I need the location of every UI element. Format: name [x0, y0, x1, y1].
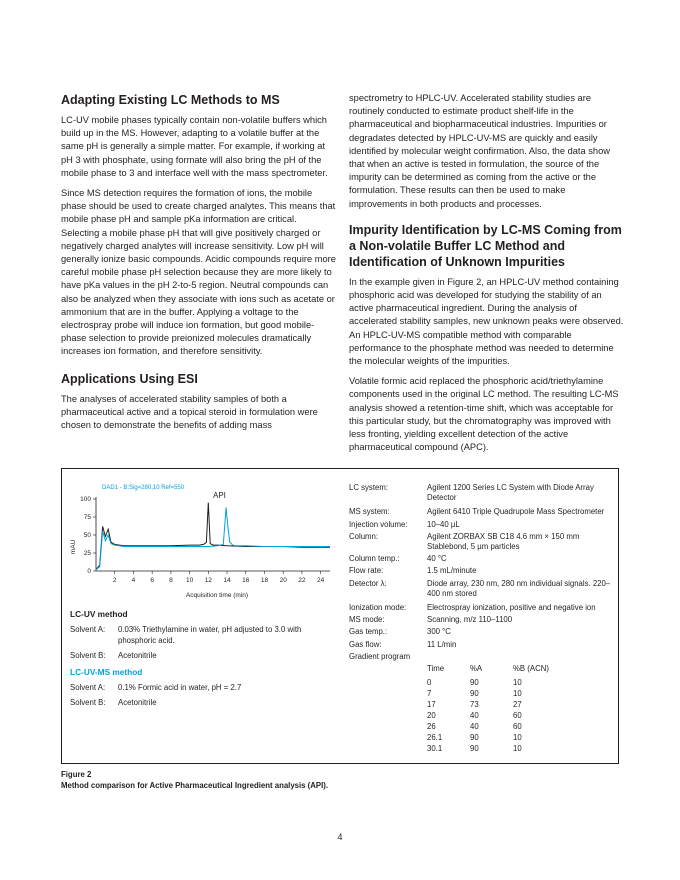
gradient-cell: 90 [470, 744, 479, 754]
x-tick-label: 10 [185, 577, 194, 584]
condition-row [349, 615, 614, 625]
value: Acetonitrile [118, 651, 157, 660]
gradient-cell: 40 [470, 722, 479, 732]
method-solvents [70, 609, 340, 714]
gradient-row [427, 689, 549, 700]
y-axis-label: mAU [70, 539, 77, 555]
label: Solvent A: [70, 682, 106, 692]
left-column [61, 92, 336, 439]
x-tick-label: 18 [260, 577, 269, 584]
y-tick-label: 100 [80, 496, 91, 503]
condition-row [349, 520, 614, 530]
x-tick-label: 20 [279, 577, 287, 584]
x-tick-label: 16 [242, 577, 250, 584]
condition-row [349, 603, 614, 613]
condition-value: Agilent ZORBAX SB C18 4.6 mm × 150 mm Stablebond, 5 µm particles [427, 531, 580, 552]
value: Acetonitrile [118, 698, 157, 707]
gradient-cell: 60 [513, 711, 522, 721]
gradient-row [427, 733, 549, 744]
condition-value: 11 L/min [427, 639, 457, 649]
condition-row [349, 640, 614, 650]
gradient-row [427, 678, 549, 689]
gradient-cell: 90 [470, 678, 479, 688]
gradient-cell: 17 [427, 700, 436, 710]
condition-label: MS system: [349, 507, 390, 517]
x-tick-label: 24 [317, 577, 325, 584]
gradient-cell: 10 [513, 678, 522, 688]
paragraph: The analyses of accelerated stability samples of both a pharmaceutical active and a topical steroid in formulation were chosen to demonstrate the benefits of adding mass [61, 393, 318, 431]
gradient-row [427, 722, 549, 733]
condition-value: 10–40 µL [427, 519, 460, 529]
label: Solvent B: [70, 698, 106, 707]
x-tick-label: 12 [204, 577, 212, 584]
condition-row [349, 554, 614, 564]
gradient-cell: 90 [470, 689, 479, 699]
right-column [349, 92, 624, 461]
gradient-cell: 26.1 [427, 733, 443, 743]
condition-row [349, 579, 614, 599]
gradient-row [427, 744, 549, 755]
paragraph: Since MS detection requires the formation of ions, the mobile phase should be used to create charged analytes. This means that mobile phase pH and sample pKa information are critical. Selecting a mobile phase pH that will give positively charged or negatively charged analytes will increase sensitivity. Low pH will generally ionize basic compounds. Acidic compounds require more careful mobile phase pH selection because they are more likely to have pKa values in the pH 2-to-5 region. Neutral compounds can also be analyzed when they associate with ions such as acetate or ammonium that are in the buffer. Applying a voltage to the electrospray probe will induce ion formation, but good mobile-phase selection to provide preionized molecules dramatically increases ion formation, and therefore sensitivity. [61, 188, 336, 357]
paragraph: In the example given in Figure 2, an HPLC-UV method containing phosphoric acid was developed for studying the stability of an active pharmaceutical ingredient. During the analysis of accelerated stability samples, new unknown peaks were observed. An HPLC-UV-MS compatible method with comparable performance to the phosphate method was needed to determine the molecular weights of the impurities. [349, 276, 624, 367]
gradient-cell: 0 [427, 678, 432, 688]
lc-uv-solvent-b [70, 651, 340, 662]
condition-value: 40 °C [427, 554, 447, 564]
y-tick-label: 50 [83, 532, 91, 539]
condition-row [349, 652, 614, 662]
caption-label: Figure 2 [61, 770, 92, 779]
condition-value: Diode array, 230 nm, 280 nm individual signals. 220–400 nm stored [427, 578, 611, 598]
y-tick-label: 75 [83, 514, 91, 521]
gradient-row [427, 700, 549, 711]
condition-label: Column: [349, 531, 379, 541]
heading-impurity: Impurity Identification by LC-MS Coming from a Non-volatile Buffer LC Method and Identification of Unknown Impurities [349, 222, 622, 269]
x-tick-label: 4 [131, 577, 136, 584]
condition-row [349, 532, 614, 552]
condition-label: Gas temp.: [349, 627, 388, 637]
page-number: 4 [337, 832, 343, 842]
chromatogram-chart [62, 469, 342, 605]
condition-value [427, 652, 614, 662]
gradient-cell: 30.1 [427, 744, 443, 754]
series-lc-uv-ms [96, 508, 330, 570]
condition-label: Injection volume: [349, 519, 408, 529]
gradient-cell: 73 [470, 700, 479, 710]
condition-value: 1.5 mL/minute [427, 566, 477, 576]
gradient-cell: 27 [513, 700, 522, 710]
lc-uv-ms-solvent-a [70, 683, 340, 694]
api-annotation: API [213, 491, 226, 500]
x-tick-label: 8 [169, 577, 173, 584]
gradient-cell: 10 [513, 689, 522, 699]
label: Solvent B: [70, 651, 106, 660]
gradient-cell: 40 [470, 711, 479, 721]
gradient-cell: 10 [513, 744, 522, 754]
gradient-header [427, 664, 549, 678]
condition-row [349, 483, 614, 503]
label: Solvent A: [70, 625, 106, 634]
condition-value: Electrospray ionization, positive and negative ion [427, 603, 596, 613]
caption-text: Method comparison for Active Pharmaceutical Ingredient analysis (API). [61, 781, 329, 790]
gradient-cell: 90 [470, 733, 479, 743]
y-tick-label: 0 [87, 568, 91, 575]
condition-label: Ionization mode: [349, 603, 407, 613]
condition-row [349, 507, 614, 517]
value: 0.03% Triethylamine in water, pH adjusted to 3.0 with phosphoric acid. [118, 625, 302, 645]
condition-value: 300 °C [427, 627, 451, 637]
condition-label: Flow rate: [349, 566, 384, 576]
paragraph: spectrometry to HPLC-UV. Accelerated stability studies are routinely conducted to estimate product shelf-life in the pharmaceutical and biopharmaceutical industries. Impurities or degradates detected by HPLC-UV-MS are quickly and easily identified by molecular weight confirmation. Also, the data show that when an active is tested in formulation, the source of the impurity can be determined as coming from the active or the formulation. These results can then be used to make improvements in both products and processes. [349, 93, 610, 209]
value: 0.1% Formic acid in water, pH = 2.7 [118, 682, 242, 692]
condition-value: Scanning, m/z 110–1100 [427, 615, 513, 625]
gradient-cell: 7 [427, 689, 432, 699]
condition-value: Agilent 1200 Series LC System with Diode Array Detector [427, 483, 594, 503]
gradient-table [427, 664, 614, 755]
lc-uv-title: LC-UV method [70, 609, 128, 619]
gradient-cell: %B (ACN) [513, 664, 549, 674]
condition-row [349, 566, 614, 576]
condition-row [349, 627, 614, 637]
gradient-cell: 20 [427, 711, 436, 721]
condition-label: Gas flow: [349, 639, 382, 649]
x-tick-label: 2 [112, 577, 117, 584]
paragraph: Volatile formic acid replaced the phosphoric acid/triethylamine components used in the original LC method. The resulting LC-MS analysis showed a retention-time shift, which was acceptable for this particular study, but the chromatography was improved with less fronting, yielding excellent detection of the active pharmaceutical compound (APC). [349, 376, 619, 453]
condition-label: Gradient program [349, 651, 411, 661]
condition-label: MS mode: [349, 615, 385, 625]
gradient-cell: 60 [513, 722, 522, 732]
chart-title: DAD1 - B:Sig=280,10 Ref=550 [102, 485, 185, 491]
condition-value: Agilent 6410 Triple Quadrupole Mass Spectrometer [427, 507, 605, 517]
x-tick-label: 22 [298, 577, 306, 584]
figure-2 [61, 468, 619, 764]
condition-label: LC system: [349, 483, 388, 492]
gradient-cell: Time [427, 664, 445, 674]
heading-adapting: Adapting Existing LC Methods to MS [61, 93, 280, 107]
heading-applications: Applications Using ESI [61, 371, 198, 386]
gradient-cell: %A [470, 664, 483, 674]
paragraph: LC-UV mobile phases typically contain non-volatile buffers which build up in the MS. However, adapting to a volatile buffer at the same pH is generally a simple matter. For example, if working at pH 3 with phosphate, using formate will also bring the pH of the mobile phase to 3 and interface well with the mass spectrometer. [61, 115, 328, 178]
series-lc-uv [96, 503, 330, 570]
x-axis-label: Acquisition time (min) [185, 592, 249, 599]
y-tick-label: 25 [83, 550, 91, 557]
lc-uv-ms-solvent-b [70, 698, 340, 709]
gradient-row [427, 711, 549, 722]
conditions-table [349, 483, 614, 755]
gradient-cell: 26 [427, 722, 436, 732]
condition-label: Detector λ: [349, 578, 387, 588]
lc-uv-solvent-a [70, 625, 340, 646]
lc-uv-ms-title: LC-UV-MS method [70, 666, 143, 677]
figure-caption [61, 769, 328, 791]
condition-label: Column temp.: [349, 554, 400, 564]
x-tick-label: 6 [150, 577, 154, 584]
x-tick-label: 14 [223, 577, 231, 584]
gradient-cell: 10 [513, 733, 522, 743]
